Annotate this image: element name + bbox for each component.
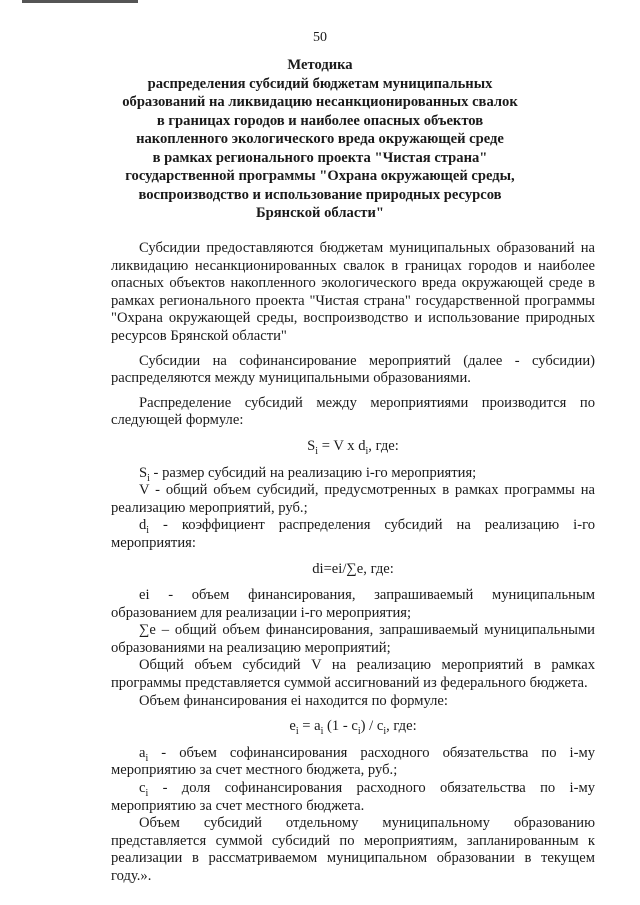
definition-sum-e: ∑e – общий объем финансирования, запрашиваемый муниципальными образованиями на реализацию мероприятий; bbox=[111, 622, 595, 656]
title-line: в рамках регионального проекта "Чистая страна" bbox=[152, 149, 488, 166]
document-title bbox=[110, 56, 530, 223]
definition-di: $d_i$ - коэффициент распределения субсидий на реализацию i-го мероприятия: bbox=[111, 517, 595, 551]
definition-ci: $c_i$ - доля софинансирования расходного обязательства по i-му мероприятию за счет местного бюджета. bbox=[111, 780, 595, 814]
paragraph-distribution: Распределение субсидий между мероприятиями производится по следующей формуле: bbox=[111, 394, 595, 429]
definition-ai: $a_i$ - объем софинансирования расходного обязательства по i-му мероприятию за счет местного бюджета, руб.; bbox=[111, 744, 595, 779]
document-body bbox=[111, 240, 595, 886]
paragraph-total-volume: Общий объем субсидий V на реализацию мероприятий в рамках программы представляется суммой ассигнований из федерального бюджета. bbox=[111, 657, 595, 692]
paragraph-final: Объем субсидий отдельному муниципальному образованию представляется суммой субсидий по мероприятиям, запланированным к реализации в рассматриваемом муниципальном образовании в текущем году.». bbox=[111, 815, 595, 884]
paragraph-cofinancing: Субсидии на софинансирование мероприятий (далее - субсидии) распределяются между муниципальными образованиями. bbox=[111, 352, 595, 387]
title-line: образований на ликвидацию несанкционированных свалок bbox=[122, 94, 518, 110]
definition-v: V - общий объем субсидий, предусмотренных в рамках программы на реализацию мероприятий, руб.; bbox=[111, 482, 595, 516]
top-border-line bbox=[22, 0, 138, 3]
formula-financing: $e_i = a_i$ $(1 - c_i) / c_i$, где: bbox=[289, 718, 417, 738]
title-line: Методика bbox=[287, 57, 353, 73]
page-number: 50 bbox=[313, 30, 327, 45]
title-line: накопленного экологического вреда окружающей среде bbox=[136, 131, 504, 147]
title-line: Брянской области" bbox=[256, 205, 384, 221]
definition-ei: ei - объем финансирования, запрашиваемый муниципальным образованием для реализации i-го мероприятия; bbox=[111, 587, 595, 621]
formula-subsidy: $S_i = V$ x $d_i$, где: bbox=[307, 437, 399, 457]
title-line: распределения субсидий бюджетам муниципальных bbox=[147, 75, 493, 92]
title-line: государственной программы "Охрана окружающей среды, bbox=[125, 168, 515, 184]
title-line: воспроизводство и использование природных ресурсов bbox=[138, 186, 502, 203]
formula-coefficient: di=ei/∑e, где: bbox=[312, 560, 394, 577]
title-line: в границах городов и наиболее опасных объектов bbox=[156, 112, 484, 129]
paragraph-intro: Субсидии предоставляются бюджетам муниципальных образований на ликвидацию несанкционированных свалок в границах городов и наиболее опасных объектов накопленного экологического вреда окружающей среде в рамках регионального проекта "Чистая страна" государственной программы "Охрана окружающей среды, воспроизводство и использование природных ресурсов Брянской области" bbox=[111, 240, 595, 344]
paragraph-financing-formula: Объем финансирования ei находится по формуле: bbox=[139, 692, 448, 709]
definition-si: $S_i$ - размер субсидий на реализацию i-го мероприятия; bbox=[139, 464, 477, 484]
